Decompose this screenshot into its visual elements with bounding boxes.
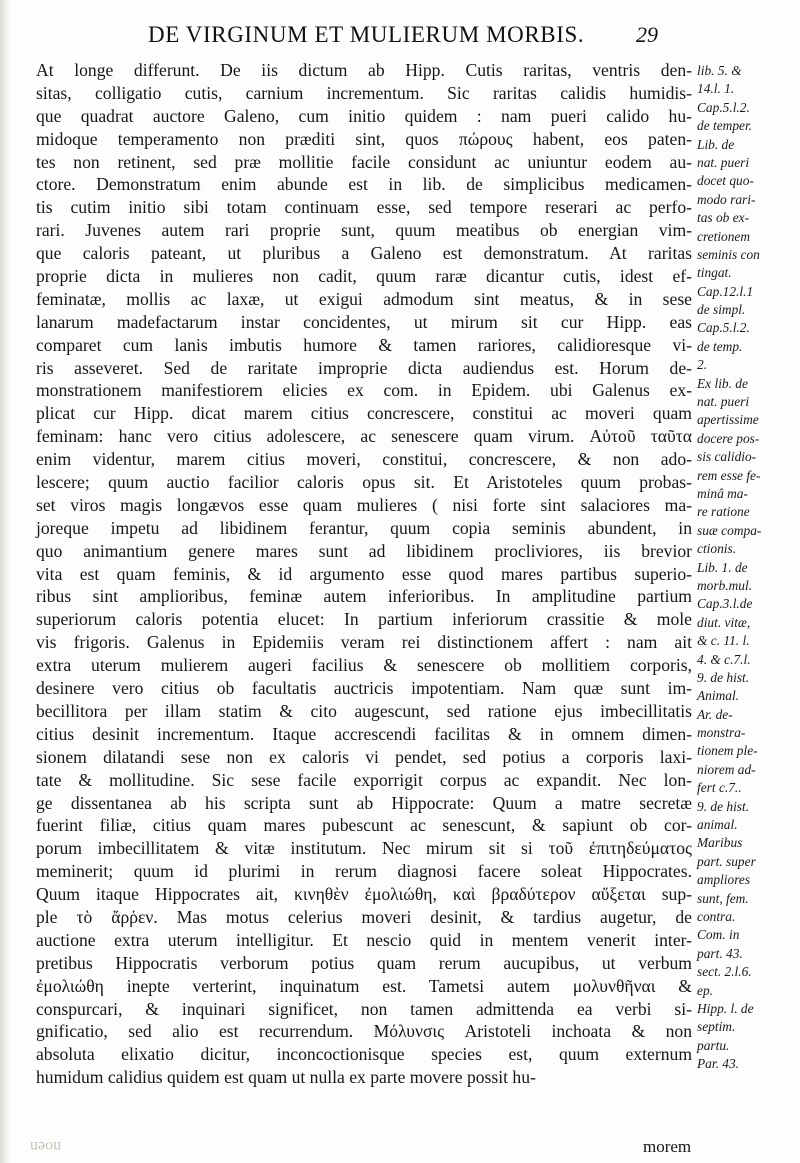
margin-note: Animal.	[697, 688, 740, 704]
margin-note: nat. pueri	[697, 394, 750, 410]
page-number: 29	[636, 22, 658, 47]
text-line: gnificatio, sed alio est recurrendum. Μόλυνσις Aristoteli inchoata & non	[36, 1021, 692, 1042]
text-line: quo animantium genere mares sunt ad libidinem procliviores, iis brevior	[36, 540, 692, 561]
margin-note: Lib. de	[697, 136, 735, 152]
text-line: absoluta elixatio dicitur, inconcoctionisque species est, quum externum	[36, 1044, 692, 1065]
body-text	[36, 59, 692, 1089]
margin-note: ctionis.	[697, 541, 737, 557]
text-line: ctore. Demonstratum enim abunde est in lib. de simplicibus medicamen-	[36, 174, 692, 195]
margin-note: de temper.	[697, 118, 753, 134]
margin-note: tas ob ex-	[697, 210, 750, 226]
text-line: ris asseveret. Sed de raritate improprie dicta audiendus est. Horum de-	[36, 357, 692, 378]
text-line: At longe differunt. De iis dictum ab Hipp. Cutis raritas, ventris den-	[36, 60, 692, 80]
margin-note: sunt, fem.	[697, 890, 749, 906]
text-line: superiorum caloris potentia elucet: In partium inferiorum crassitie & mole	[36, 609, 692, 630]
margin-note: Cap.5.l.2.	[697, 320, 750, 336]
page-gutter-shadow	[0, 0, 10, 1163]
margin-note: Cap.3.l.de	[697, 596, 753, 612]
margin-note: ampliores	[697, 872, 751, 888]
margin-note: rem esse fe-	[697, 467, 761, 483]
margin-note: Cap.5.l.2.	[697, 99, 750, 115]
margin-note: tionem ple-	[697, 743, 758, 759]
margin-note: Lib. 1. de	[697, 559, 748, 575]
text-line: desinere vero citius ob facultatis auctricis impotentiam. Nam quæ sunt im-	[36, 678, 692, 699]
margin-note: apertissime	[697, 412, 759, 428]
text-line: conspurcari, & inquinari significet, non tamen admittenda ea verbi si-	[36, 998, 692, 1019]
margin-note: 9. de hist.	[697, 669, 750, 685]
margin-note: Cap.12.l.1	[697, 283, 754, 299]
text-line: que quadrat auctore Galeno, cum initio quidem : nam pueri calido hu-	[36, 105, 692, 126]
text-line: feminam: hanc vero citius adolescere, ac senescere quam virum. Αὐτοῦ ταῦτα	[36, 426, 692, 447]
margin-note: Ar. de-	[697, 706, 733, 722]
margin-note: Com. in	[697, 927, 740, 943]
margin-note: minâ ma-	[697, 485, 748, 501]
text-line: ge dissentanea ab his scripta sunt ab Hippocrate: Quum a matre secretæ	[36, 792, 692, 813]
margin-note: docere pos-	[697, 430, 760, 446]
text-line: feminatæ, mollis ac laxæ, ut exigui admodum sint meatus, & in sese	[36, 288, 692, 309]
margin-note: tingat.	[697, 265, 732, 281]
margin-note: ep.	[697, 982, 713, 998]
margin-note: de simpl.	[697, 302, 746, 318]
margin-note: part. 43.	[697, 945, 743, 961]
margin-note: docet quo-	[697, 173, 754, 189]
text-line: auctione extra uterum intelligitur. Et nescio quid in mentem venerit inter-	[36, 929, 692, 950]
margin-note: 4. & c.7.l.	[697, 651, 751, 667]
text-line: vita est quam feminis, & id argumento esse quod mares partibus superio-	[36, 563, 692, 584]
text-line: citius desinit incrementum. Itaque accrescendi facilitas & in omnem dimen-	[36, 723, 692, 744]
text-line: sitas, colligatio cutis, carnium incrementum. Sic raritas calidis humidis-	[36, 82, 692, 103]
margin-note: lib. 5. &	[697, 63, 742, 78]
margin-note: part. super	[697, 853, 756, 869]
text-line: vis frigoris. Galenus in Epidemiis veram rei distinctionem affert : nam ait	[36, 632, 692, 653]
margin-notes	[697, 62, 797, 1073]
text-line: sionem dilatandi sese non ex caloris vi pendet, sed potius a corporis laxi-	[36, 746, 692, 767]
margin-note: sect. 2.l.6.	[697, 964, 752, 980]
text-line: becillitora per illam statim & cito augescunt, sed ratione ejus imbecillitatis	[36, 700, 692, 721]
text-line: tate & mollitudine. Sic sese facile exporrigit corpus ac expandit. Nec lon-	[36, 769, 692, 790]
margin-note: niorem ad-	[697, 761, 756, 777]
text-line: rari. Juvenes autem rari proprie sunt, quum meatibus ob energian vim-	[36, 220, 692, 241]
margin-note: suæ compa-	[697, 522, 762, 538]
text-line: tis cutim initio sibi totam continuam esse, sed tempore reserari ac perfo-	[36, 197, 692, 218]
margin-note: seminis con	[697, 246, 760, 262]
margin-note: 14.l. 1.	[697, 81, 735, 97]
text-line: humidum calidius quidem est quam ut nulla ex parte movere possit hu-	[36, 1067, 536, 1088]
text-line: lescere; quum auctio facilior caloris opus sit. Et Aristoteles quum probas-	[36, 472, 692, 493]
text-line: que caloris pateant, ut pluribus a Galeno est demonstratum. At raritas	[36, 243, 692, 264]
text-line: set viros magis longævos esse quam mulieres ( nisi forte sint salaciores ma-	[36, 494, 692, 515]
margin-note: nat. pueri	[697, 154, 750, 170]
text-line: extra uterum mulierem augeri facilius & senescere ob mollitiem corporis,	[36, 655, 692, 676]
margin-note: Par. 43.	[697, 1056, 740, 1072]
text-line: ple τὸ ἄρῥεν. Mas motus celerius moveri desinit, & tardius augetur, de	[36, 906, 692, 927]
text-line: meminerit; quum id plurimi in rerum diagnosi facere soleat Hippocrates.	[36, 861, 692, 882]
margin-note: de temp.	[697, 338, 743, 354]
margin-note: diut. vitæ,	[697, 614, 751, 630]
margin-note: & c. 11. l.	[697, 633, 750, 649]
margin-note: sis calidio-	[697, 449, 757, 465]
text-line: pretibus Hippocratis verborum potius quam rerum aucupibus, ut verbum	[36, 952, 692, 973]
text-line: ribus sint amplioribus, feminæ autem inferioribus. In amplitudine partium	[36, 586, 692, 607]
page-header	[0, 20, 800, 54]
margin-note: septim.	[697, 1019, 736, 1035]
text-line: comparet cum lanis imbutis humore & tamen rariores, calidioresque vi-	[36, 334, 692, 355]
margin-note: re ratione	[697, 504, 750, 520]
margin-note: 9. de hist.	[697, 798, 750, 814]
margin-note: modo rari-	[697, 191, 756, 207]
text-line: joreque impetu ad libidinem ferantur, quum copia seminis abundent, in	[36, 517, 692, 538]
margin-note: Maribus	[697, 835, 743, 851]
margin-note: cretionem	[697, 228, 751, 244]
text-line: enim videntur, marem citius moveri, constitui, concrescere, & non ado-	[36, 449, 692, 470]
margin-note: monstra-	[697, 725, 746, 741]
text-line: lanarum madefactarum instar concidentes, ut mirum sit cur Hipp. eas	[36, 311, 692, 332]
margin-note: partu.	[697, 1037, 730, 1053]
text-line: tes non retinent, sed præ mollitie facile considunt ac uniuntur eodem au-	[36, 151, 692, 172]
margin-note: 2.	[697, 357, 708, 373]
margin-note: Hipp. l. de	[697, 1000, 754, 1016]
margin-note: Ex lib. de	[697, 375, 748, 391]
catchword: morem	[643, 1137, 692, 1156]
text-line: proprie dicta in mulieres non cadit, quum raræ dicantur cutis, idest ef-	[36, 266, 692, 287]
margin-note: contra.	[697, 908, 736, 924]
margin-note: morb.mul.	[697, 577, 753, 593]
running-title: DE VIRGINUM ET MULIERUM MORBIS.	[148, 22, 585, 47]
bleed-through-mark: noen	[30, 1138, 62, 1155]
text-line: porum imbecillitatem & vitæ institutum. Nec mirum sit si τοῦ ἐπιτηδεύματος	[36, 838, 692, 859]
text-line: plicat cur Hipp. dicat marem citius concrescere, constitui ac moveri quam	[36, 403, 692, 424]
margin-note: fert c.7..	[697, 780, 742, 796]
text-line: monstrationem manifestiorem elicies ex com. in Epidem. ubi Galenus ex-	[36, 380, 692, 401]
margin-note: animal.	[697, 817, 738, 833]
text-line: Quum itaque Hippocrates ait, κινηθὲν ἐμολιώθη, καὶ βραδύτερον αὔξεται sup-	[36, 884, 692, 905]
text-line: ἐμολιώθη inepte verterint, inquinatum est. Tametsi autem μολυνθῆναι &	[36, 975, 692, 996]
text-line: midoque temperamento non præditi sint, quos πώρους habent, eos paten-	[36, 128, 692, 149]
text-line: fuerint filiæ, citius quam mares pubescunt ac senescunt, & sapiunt ob cor-	[36, 815, 692, 836]
